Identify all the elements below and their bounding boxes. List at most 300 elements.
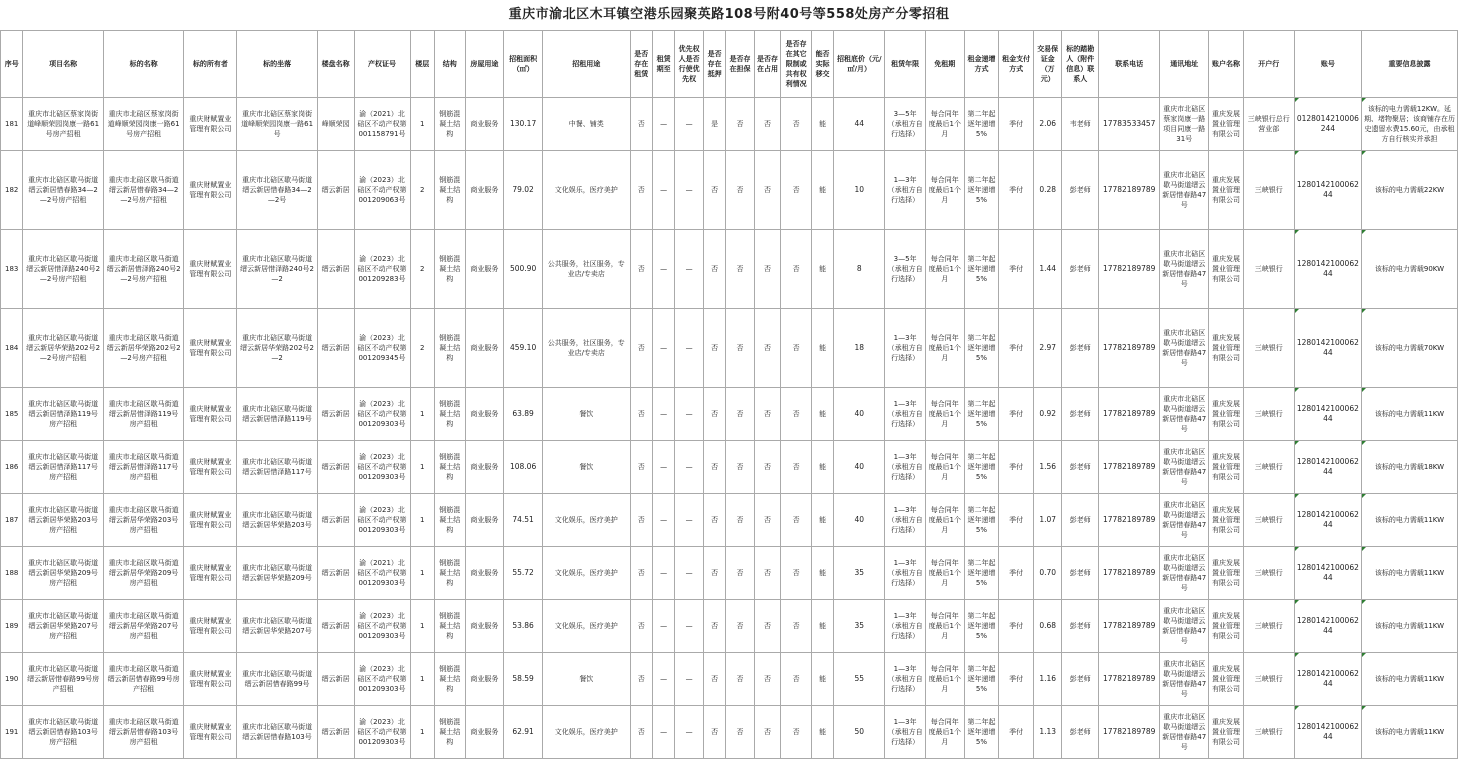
- table-cell: 彭老师: [1062, 388, 1099, 441]
- table-cell: 是: [703, 98, 725, 151]
- table-cell: 重庆市北碚区歇马街道缙云新居华荣路207号: [237, 600, 317, 653]
- table-cell: 重庆市北碚区歇马街道缙云新居惜春路47号: [1160, 309, 1209, 388]
- table-cell: 1—3年（承租方自行选择）: [885, 600, 926, 653]
- table-cell: 每合同年度最后1个月: [925, 388, 964, 441]
- table-cell: 重庆市北碚区歇马街道缙云新居华荣路207号房产招租: [23, 600, 103, 653]
- table-cell: 商业服务: [465, 230, 504, 309]
- table-cell: 40: [834, 494, 885, 547]
- table-cell: 能: [811, 494, 833, 547]
- table-cell: 重庆财赋置业管理有限公司: [184, 388, 237, 441]
- table-cell: 能: [811, 309, 833, 388]
- table-cell: 1: [410, 706, 434, 759]
- table-cell: 重庆市北碚区歇马街道缙云新居华荣路203号房产招租: [23, 494, 103, 547]
- table-cell: 渝（2023）北碚区不动产权第001209303号: [354, 653, 410, 706]
- table-cell: 渝（2023）北碚区不动产权第001209303号: [354, 600, 410, 653]
- table-cell: 重庆市北碚区歇马街道缙云新居惜泽路117号房产招租: [23, 441, 103, 494]
- table-cell: —: [652, 547, 674, 600]
- table-cell: 商业服务: [465, 653, 504, 706]
- table-cell: 重庆市北碚区歇马街道缙云新居惜泽路240号2—2号房产招租: [103, 230, 183, 309]
- table-cell: 重庆市北碚区歇马街道缙云新居惜春路34—2—2号房产招租: [23, 151, 103, 230]
- table-cell: 否: [630, 309, 652, 388]
- table-cell: 文化娱乐，医疗美护: [542, 547, 630, 600]
- table-cell: 餐饮: [542, 388, 630, 441]
- table-cell: 钢筋混凝土结构: [434, 547, 465, 600]
- table-cell: 第二年起逐年递增5%: [964, 441, 999, 494]
- column-header: 标的坐落: [237, 31, 317, 98]
- table-cell: 重庆市北碚区歇马街道缙云新居惜泽路240号2—2号房产招租: [23, 230, 103, 309]
- table-cell: 128014210006244: [1294, 600, 1361, 653]
- table-cell: 否: [703, 547, 725, 600]
- table-cell: 128014210006244: [1294, 441, 1361, 494]
- page-title: 重庆市渝北区木耳镇空港乐园聚英路108号附40号等558处房产分零招租: [508, 7, 950, 22]
- table-cell: 重庆市北碚区歇马街道缙云新居华荣路202号2—2: [237, 309, 317, 388]
- table-cell: 否: [726, 706, 755, 759]
- table-cell: 季付: [999, 494, 1034, 547]
- table-cell: 53.86: [504, 600, 543, 653]
- table-cell: 季付: [999, 230, 1034, 309]
- column-header: 账户名称: [1209, 31, 1244, 98]
- table-cell: 钢筋混凝土结构: [434, 653, 465, 706]
- table-cell: 0.92: [1033, 388, 1062, 441]
- table-cell: 季付: [999, 441, 1034, 494]
- table-row: [1, 98, 1458, 151]
- table-cell: 58.59: [504, 653, 543, 706]
- table-cell: 缙云新居: [317, 388, 354, 441]
- table-cell: 该标的电力需载11KW: [1361, 653, 1457, 706]
- table-cell: 128014210006244: [1294, 230, 1361, 309]
- table-cell: 1.16: [1033, 653, 1062, 706]
- table-cell: 三峡银行: [1243, 494, 1294, 547]
- table-cell: 1: [410, 600, 434, 653]
- table-cell: 重庆市北碚区歇马街道缙云新居华荣路209号: [237, 547, 317, 600]
- table-row: [1, 151, 1458, 230]
- listing-table: [0, 30, 1458, 759]
- table-cell: 季付: [999, 309, 1034, 388]
- table-cell: 1—3年（承租方自行选择）: [885, 388, 926, 441]
- table-cell: 40: [834, 388, 885, 441]
- table-cell: 否: [726, 600, 755, 653]
- table-cell: 35: [834, 600, 885, 653]
- table-cell: 3—5年（承租方自行选择）: [885, 230, 926, 309]
- table-cell: 重庆发展置业管理有限公司: [1209, 653, 1244, 706]
- column-header: 标的所有者: [184, 31, 237, 98]
- column-header: 重要信息披露: [1361, 31, 1457, 98]
- table-cell: 128014210006244: [1294, 151, 1361, 230]
- table-cell: 重庆财赋置业管理有限公司: [184, 653, 237, 706]
- table-cell: 1.13: [1033, 706, 1062, 759]
- table-cell: 128014210006244: [1294, 309, 1361, 388]
- column-header: 房屋用途: [465, 31, 504, 98]
- table-cell: 否: [781, 230, 812, 309]
- column-header: 招租面积（㎡）: [504, 31, 543, 98]
- table-cell: 文化娱乐，医疗美护: [542, 151, 630, 230]
- table-cell: 17782189789: [1099, 494, 1160, 547]
- table-cell: 1—3年（承租方自行选择）: [885, 706, 926, 759]
- table-cell: 否: [781, 309, 812, 388]
- table-cell: —: [652, 230, 674, 309]
- table-cell: —: [675, 600, 704, 653]
- table-cell: 2: [410, 309, 434, 388]
- table-cell: 重庆市北碚区歇马街道缙云新居惜春路47号: [1160, 600, 1209, 653]
- table-cell: 重庆市北碚区歇马街道缙云新居惜春路47号: [1160, 388, 1209, 441]
- table-cell: 该标的电力需载11KW: [1361, 388, 1457, 441]
- table-cell: 商业服务: [465, 706, 504, 759]
- table-cell: 130.17: [504, 98, 543, 151]
- column-header: 租金递增方式: [964, 31, 999, 98]
- column-header: 租金支付方式: [999, 31, 1034, 98]
- table-header-row: [1, 31, 1458, 98]
- table-row: [1, 494, 1458, 547]
- table-cell: 缙云新居: [317, 706, 354, 759]
- table-cell: 重庆市北碚区歇马街道缙云新居华荣路203号: [237, 494, 317, 547]
- table-cell: 重庆市北碚区蔡家岗街道峰顺荣园岗康一路61号: [237, 98, 317, 151]
- table-cell: 否: [726, 653, 755, 706]
- table-body: [1, 98, 1458, 759]
- table-cell: 能: [811, 600, 833, 653]
- table-cell: 否: [781, 151, 812, 230]
- table-cell: 3—5年（承租方自行选择）: [885, 98, 926, 151]
- table-cell: 渝（2023）北碚区不动产权第001209303号: [354, 706, 410, 759]
- table-cell: 商业服务: [465, 547, 504, 600]
- table-cell: 能: [811, 151, 833, 230]
- table-cell: 否: [630, 98, 652, 151]
- table-cell: 否: [754, 494, 780, 547]
- table-cell: 重庆发展置业管理有限公司: [1209, 600, 1244, 653]
- table-cell: 否: [726, 441, 755, 494]
- table-cell: 商业服务: [465, 151, 504, 230]
- table-cell: 重庆财赋置业管理有限公司: [184, 547, 237, 600]
- table-cell: 128014210006244: [1294, 653, 1361, 706]
- table-cell: 重庆发展置业管理有限公司: [1209, 309, 1244, 388]
- table-cell: 商业服务: [465, 441, 504, 494]
- table-cell: 季付: [999, 98, 1034, 151]
- table-cell: 17782189789: [1099, 230, 1160, 309]
- table-cell: 重庆财赋置业管理有限公司: [184, 309, 237, 388]
- table-cell: 否: [726, 151, 755, 230]
- table-cell: 第二年起逐年递增5%: [964, 706, 999, 759]
- table-cell: 该标的电力需载18KW: [1361, 441, 1457, 494]
- column-header: 账号: [1294, 31, 1361, 98]
- table-cell: —: [652, 309, 674, 388]
- table-cell: 重庆市北碚区歇马街道缙云新居惜春路99号房产招租: [23, 653, 103, 706]
- table-cell: 重庆市北碚区歇马街道缙云新居惜泽路240号2—2: [237, 230, 317, 309]
- table-cell: 渝（2023）北碚区不动产权第001209345号: [354, 309, 410, 388]
- column-header: 联系电话: [1099, 31, 1160, 98]
- table-cell: —: [652, 98, 674, 151]
- table-cell: 三峡银行: [1243, 441, 1294, 494]
- table-cell: 该标的电力需载22KW: [1361, 151, 1457, 230]
- table-cell: 10: [834, 151, 885, 230]
- table-cell: 缙云新居: [317, 600, 354, 653]
- table-cell: 文化娱乐，医疗美护: [542, 706, 630, 759]
- table-cell: 183: [1, 230, 23, 309]
- table-cell: 191: [1, 706, 23, 759]
- table-cell: 否: [781, 706, 812, 759]
- table-cell: 否: [703, 653, 725, 706]
- table-cell: 重庆市北碚区歇马街道缙云新居华荣路207号房产招租: [103, 600, 183, 653]
- table-cell: 重庆市北碚区歇马街道缙云新居惜春路103号房产招租: [103, 706, 183, 759]
- table-cell: 能: [811, 230, 833, 309]
- table-cell: 渝（2021）北碚区不动产权第001209303号: [354, 547, 410, 600]
- table-cell: 否: [726, 494, 755, 547]
- table-cell: 季付: [999, 600, 1034, 653]
- table-cell: 否: [754, 230, 780, 309]
- table-cell: 重庆市北碚区歇马街道缙云新居惜春路47号: [1160, 547, 1209, 600]
- table-cell: 否: [754, 706, 780, 759]
- table-cell: 钢筋混凝土结构: [434, 98, 465, 151]
- table-row: [1, 653, 1458, 706]
- table-cell: 每合同年度最后1个月: [925, 309, 964, 388]
- column-header: 能否实际移交: [811, 31, 833, 98]
- table-cell: 否: [781, 653, 812, 706]
- table-cell: 重庆市北碚区歇马街道缙云新居华荣路203号房产招租: [103, 494, 183, 547]
- table-cell: 128014210006244: [1294, 388, 1361, 441]
- table-cell: 彭老师: [1062, 653, 1099, 706]
- table-cell: 钢筋混凝土结构: [434, 151, 465, 230]
- table-cell: 重庆市北碚区歇马街道缙云新居惜春路34—2—2号: [237, 151, 317, 230]
- table-cell: 否: [703, 441, 725, 494]
- table-cell: —: [652, 151, 674, 230]
- table-cell: 1—3年（承租方自行选择）: [885, 494, 926, 547]
- table-cell: 否: [630, 706, 652, 759]
- table-cell: 否: [703, 706, 725, 759]
- table-cell: 峰顺荣园: [317, 98, 354, 151]
- table-cell: 0.70: [1033, 547, 1062, 600]
- table-cell: 128014210006244: [1294, 706, 1361, 759]
- table-cell: 季付: [999, 388, 1034, 441]
- table-row: [1, 230, 1458, 309]
- table-cell: 缙云新居: [317, 494, 354, 547]
- table-cell: 否: [754, 309, 780, 388]
- table-cell: 重庆市北碚区歇马街道缙云新居惜春路99号: [237, 653, 317, 706]
- table-cell: 季付: [999, 151, 1034, 230]
- table-row: [1, 706, 1458, 759]
- table-cell: 184: [1, 309, 23, 388]
- table-cell: 能: [811, 653, 833, 706]
- table-cell: 商业服务: [465, 494, 504, 547]
- table-cell: 三峡银行: [1243, 706, 1294, 759]
- table-cell: 重庆市北碚区歇马街道缙云新居惜春路99号房产招租: [103, 653, 183, 706]
- table-cell: —: [675, 547, 704, 600]
- table-cell: 该标的电力需载70KW: [1361, 309, 1457, 388]
- table-cell: 18: [834, 309, 885, 388]
- column-header: 免租期: [925, 31, 964, 98]
- table-cell: 17782189789: [1099, 600, 1160, 653]
- table-cell: 每合同年度最后1个月: [925, 98, 964, 151]
- table-cell: 每合同年度最后1个月: [925, 151, 964, 230]
- column-header: 招租底价（元/㎡/月）: [834, 31, 885, 98]
- table-cell: 重庆财赋置业管理有限公司: [184, 600, 237, 653]
- table-cell: 重庆财赋置业管理有限公司: [184, 441, 237, 494]
- table-cell: 185: [1, 388, 23, 441]
- table-cell: 该标的电力需载11KW: [1361, 706, 1457, 759]
- table-cell: 否: [781, 494, 812, 547]
- column-header: 租赁期至: [652, 31, 674, 98]
- table-cell: 108.06: [504, 441, 543, 494]
- table-cell: 否: [781, 600, 812, 653]
- table-cell: 1: [410, 388, 434, 441]
- table-cell: 重庆市北碚区歇马街道缙云新居惜春路47号: [1160, 494, 1209, 547]
- table-cell: 渝（2023）北碚区不动产权第001209283号: [354, 230, 410, 309]
- table-cell: 能: [811, 388, 833, 441]
- column-header: 序号: [1, 31, 23, 98]
- table-cell: 该标的电力需载11KW: [1361, 600, 1457, 653]
- table-cell: 1—3年（承租方自行选择）: [885, 653, 926, 706]
- table-cell: 1.07: [1033, 494, 1062, 547]
- table-cell: 商业服务: [465, 600, 504, 653]
- table-cell: 三峡银行: [1243, 388, 1294, 441]
- table-cell: 该标的电力需载90KW: [1361, 230, 1457, 309]
- table-cell: 重庆市北碚区歇马街道缙云新居华荣路202号2—2号房产招租: [103, 309, 183, 388]
- table-cell: 190: [1, 653, 23, 706]
- column-header: 是否存在担保: [726, 31, 755, 98]
- table-cell: 能: [811, 547, 833, 600]
- column-header: 产权证号: [354, 31, 410, 98]
- table-cell: 79.02: [504, 151, 543, 230]
- table-cell: 17782189789: [1099, 441, 1160, 494]
- table-cell: 1: [410, 441, 434, 494]
- table-cell: 季付: [999, 653, 1034, 706]
- table-cell: 重庆发展置业管理有限公司: [1209, 151, 1244, 230]
- table-cell: 彭老师: [1062, 706, 1099, 759]
- table-cell: 缙云新居: [317, 309, 354, 388]
- table-cell: 否: [781, 388, 812, 441]
- table-cell: 重庆财赋置业管理有限公司: [184, 706, 237, 759]
- table-cell: 1: [410, 653, 434, 706]
- table-cell: —: [675, 494, 704, 547]
- table-cell: 否: [703, 151, 725, 230]
- table-cell: —: [652, 706, 674, 759]
- table-cell: —: [652, 388, 674, 441]
- table-cell: 重庆市北碚区歇马街道缙云新居惜春路47号: [1160, 441, 1209, 494]
- table-cell: 否: [754, 98, 780, 151]
- table-cell: 该标的电力需载11KW: [1361, 547, 1457, 600]
- table-cell: 韦老师: [1062, 98, 1099, 151]
- table-cell: 否: [754, 547, 780, 600]
- table-cell: 否: [703, 388, 725, 441]
- table-cell: 186: [1, 441, 23, 494]
- table-cell: 三峡银行: [1243, 600, 1294, 653]
- table-cell: 文化娱乐，医疗美护: [542, 494, 630, 547]
- table-cell: 该标的电力需载12KW。延期、堵物聚居；该商铺存在历史遗留水费15.60元，由承租方自行核实并承担: [1361, 98, 1457, 151]
- table-cell: 每合同年度最后1个月: [925, 547, 964, 600]
- table-cell: 1—3年（承租方自行选择）: [885, 309, 926, 388]
- table-row: [1, 547, 1458, 600]
- table-cell: 35: [834, 547, 885, 600]
- table-cell: 2.97: [1033, 309, 1062, 388]
- table-cell: 8: [834, 230, 885, 309]
- table-cell: 重庆财赋置业管理有限公司: [184, 151, 237, 230]
- table-cell: 重庆市北碚区歇马街道缙云新居惜春路47号: [1160, 151, 1209, 230]
- column-header: 楼盘名称: [317, 31, 354, 98]
- table-cell: 否: [630, 441, 652, 494]
- table-cell: 2.06: [1033, 98, 1062, 151]
- table-cell: 否: [630, 388, 652, 441]
- column-header: 是否存在占用: [754, 31, 780, 98]
- table-cell: 0.28: [1033, 151, 1062, 230]
- table-cell: 否: [781, 98, 812, 151]
- column-header: 项目名称: [23, 31, 103, 98]
- table-cell: 缙云新居: [317, 230, 354, 309]
- table-cell: 55.72: [504, 547, 543, 600]
- table-cell: 彭老师: [1062, 600, 1099, 653]
- table-cell: 彭老师: [1062, 547, 1099, 600]
- table-cell: 重庆市北碚区歇马街道缙云新居惜春路103号: [237, 706, 317, 759]
- table-cell: 181: [1, 98, 23, 151]
- table-cell: 重庆市北碚区蔡家岗街道峰顺荣园岗康一路61号房产招租: [103, 98, 183, 151]
- table-cell: 渝（2023）北碚区不动产权第001209303号: [354, 441, 410, 494]
- table-cell: 钢筋混凝土结构: [434, 441, 465, 494]
- table-cell: 0.68: [1033, 600, 1062, 653]
- table-cell: 三峡银行: [1243, 309, 1294, 388]
- table-cell: —: [652, 441, 674, 494]
- table-cell: 否: [754, 441, 780, 494]
- table-cell: 三峡银行总行营业部: [1243, 98, 1294, 151]
- table-cell: 否: [754, 388, 780, 441]
- table-cell: 渝（2023）北碚区不动产权第001209303号: [354, 388, 410, 441]
- table-cell: 重庆财赋置业管理有限公司: [184, 98, 237, 151]
- table-cell: 17782189789: [1099, 547, 1160, 600]
- table-cell: 第二年起逐年递增5%: [964, 388, 999, 441]
- table-cell: 第二年起逐年递增5%: [964, 600, 999, 653]
- table-cell: 1.56: [1033, 441, 1062, 494]
- table-cell: 74.51: [504, 494, 543, 547]
- table-cell: —: [675, 98, 704, 151]
- table-cell: 1.44: [1033, 230, 1062, 309]
- table-cell: 渝（2023）北碚区不动产权第001209063号: [354, 151, 410, 230]
- table-cell: 否: [781, 547, 812, 600]
- table-cell: 否: [630, 600, 652, 653]
- table-row: [1, 388, 1458, 441]
- table-cell: 182: [1, 151, 23, 230]
- column-header: 楼层: [410, 31, 434, 98]
- table-cell: 公共服务，社区服务，专业店/专卖店: [542, 230, 630, 309]
- table-cell: 17783533457: [1099, 98, 1160, 151]
- table-cell: 重庆市北碚区歇马街道缙云新居惜春路34—2—2号房产招租: [103, 151, 183, 230]
- table-cell: 1—3年（承租方自行选择）: [885, 441, 926, 494]
- table-cell: 重庆市北碚区歇马街道缙云新居华荣路209号房产招租: [103, 547, 183, 600]
- table-cell: 重庆财赋置业管理有限公司: [184, 494, 237, 547]
- table-cell: 三峡银行: [1243, 151, 1294, 230]
- table-cell: 否: [630, 151, 652, 230]
- table-cell: 渝（2021）北碚区不动产权第001158791号: [354, 98, 410, 151]
- table-cell: 1—3年（承租方自行选择）: [885, 547, 926, 600]
- table-cell: 第二年起逐年递增5%: [964, 309, 999, 388]
- table-cell: 钢筋混凝土结构: [434, 494, 465, 547]
- table-cell: 第二年起逐年递增5%: [964, 98, 999, 151]
- table-cell: 17782189789: [1099, 653, 1160, 706]
- table-cell: 重庆市北碚区歇马街道缙云新居惜春路47号: [1160, 230, 1209, 309]
- table-cell: 钢筋混凝土结构: [434, 388, 465, 441]
- table-cell: 2: [410, 151, 434, 230]
- table-cell: 500.90: [504, 230, 543, 309]
- table-cell: 否: [630, 494, 652, 547]
- column-header: 交易保证金（万元）: [1033, 31, 1062, 98]
- table-cell: 55: [834, 653, 885, 706]
- table-cell: 1—3年（承租方自行选择）: [885, 151, 926, 230]
- table-cell: 否: [703, 494, 725, 547]
- table-cell: 钢筋混凝土结构: [434, 600, 465, 653]
- table-cell: 1: [410, 494, 434, 547]
- column-header: 标的名称: [103, 31, 183, 98]
- table-cell: —: [652, 653, 674, 706]
- column-header: 开户行: [1243, 31, 1294, 98]
- table-cell: 否: [781, 441, 812, 494]
- table-cell: 缙云新居: [317, 653, 354, 706]
- table-cell: 彭老师: [1062, 441, 1099, 494]
- table-cell: 重庆发展置业管理有限公司: [1209, 494, 1244, 547]
- table-cell: 商业服务: [465, 309, 504, 388]
